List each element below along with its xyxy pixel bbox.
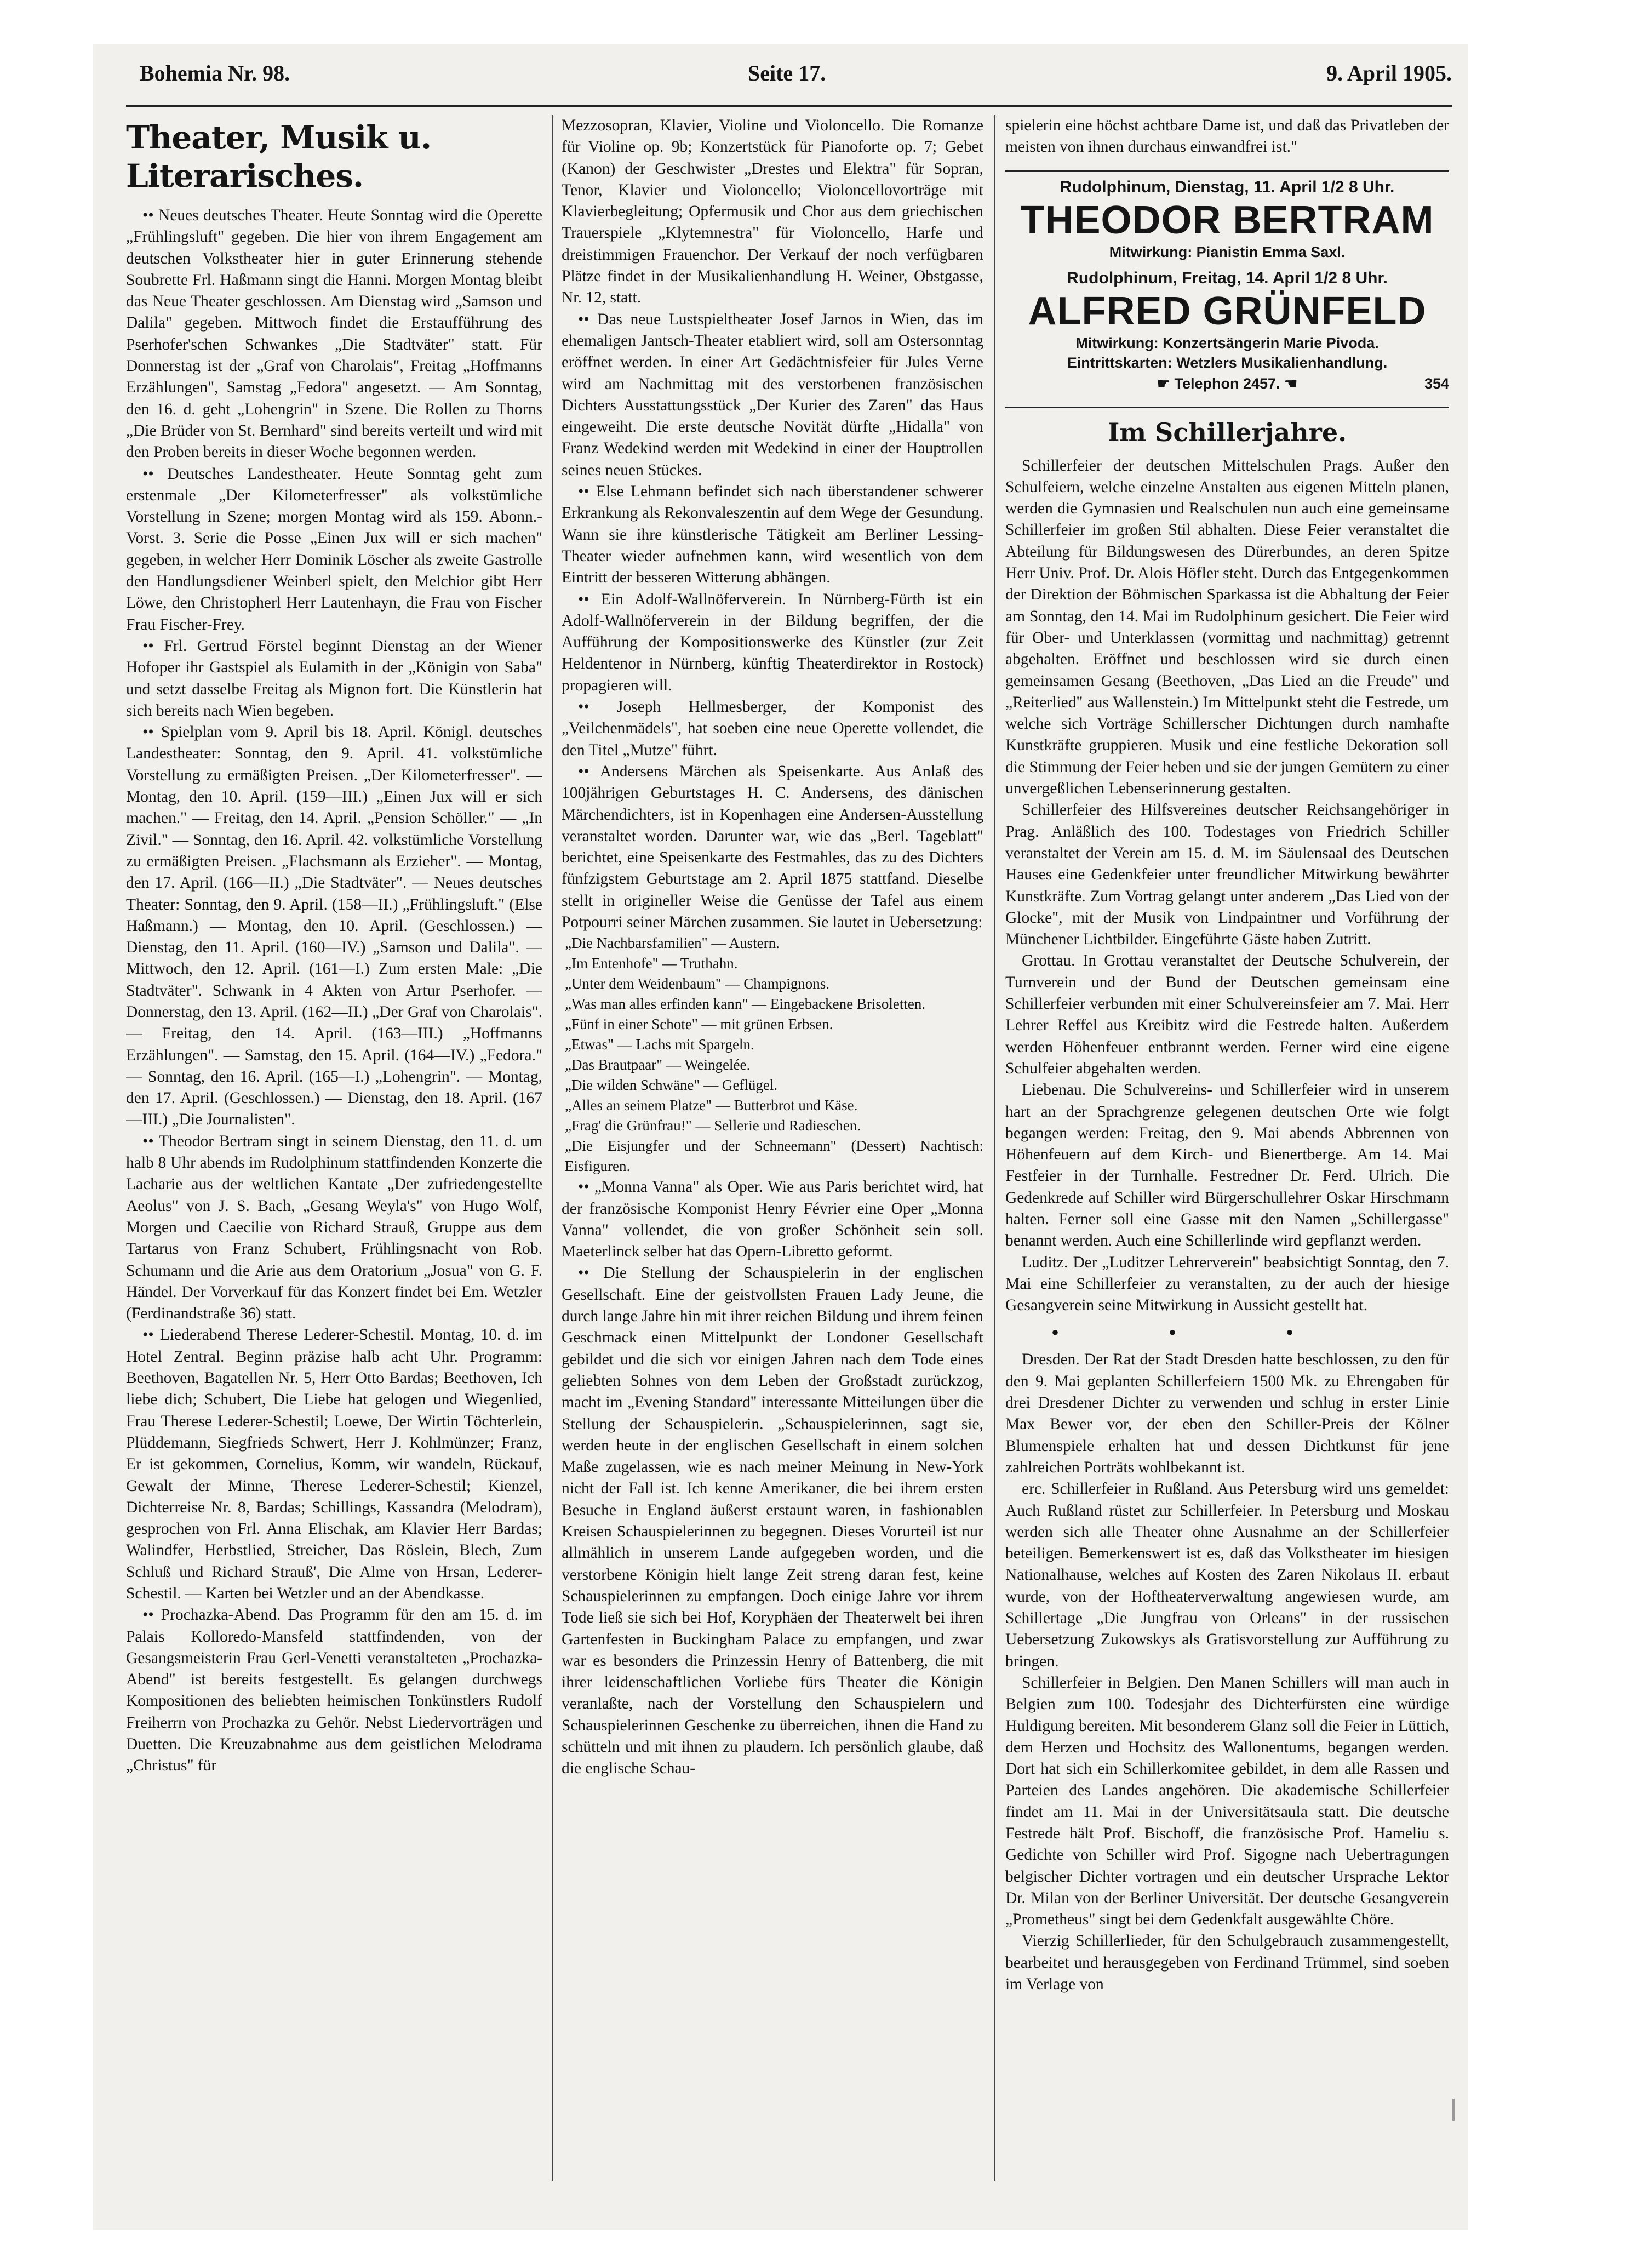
article-neues-deutsches-theater: •• Neues deutsches Theater. Heute Sonntag wird die Operette „Frühlingsluft" gegeben. Die hier von ihrem Engagement am deutschen Volkstheater hier in guter Erinnerung stehende Soubrette Frl. Haßmann singt die Hanni. Morgen Montag bleibt das Neue Theater geschlossen. Am Dienstag wird „Samson und Dalila" gegeben. Mittwoch findet die Erstaufführung des Pserhofer'schen Schwankes „Die Stadtväter" statt. Für Donnerstag ist der „Graf von Charolais", Freitag „Hoffmanns Erzählungen", Samstag „Fedora" angesetzt. — Am Sonntag, den 16. d. geht „Lohengrin" in Szene. Die Rollen zu Thorns „Die Brüder von St. Bernhard" sind bereits verteilt und wird mit den Proben bereits in dieser Woche begonnen werden. [126,207,542,461]
article-grottau: Grottau. In Grottau veranstaltet der Deutsche Schulverein, der Turnverein und der Bund der Deutschen gemeinsam eine Schillerfeier verbunden mit einer Schulvereinsfeier am 7. Mai. Herr Lehrer Reffel aus Kreibitz wird die Festrede halten. Außerdem werden Höhenfeuer entbrannt werden. Ferner wird eine eigene Schulfeier abgehalten werden. [1005,952,1449,1077]
ad-venue-date: Rudolphinum, Freitag, 14. April 1/2 8 Uhr. [1067,268,1388,287]
ad-artist-name: THEODOR BERTRAM [1020,198,1434,242]
article-prochazka: •• Prochazka-Abend. Das Programm für den am 15. d. im Palais Kolloredo-Mansfeld stattfindenden, von der Gesangsmeisterin Frau Gerl-Venetti veranstalteten „Prochazka-Abend" ist bereits festgestellt. Es gelangen durchwegs Kompositionen des beliebten heimischen Tonkünstlers Rudolf Freiherrn von Prochazka zu Gehör. Nebst Liedervorträgen und Duetten. Die Kreuzabnahme aus dem geistlichen Melodrama „Christus" für [126,1606,542,1775]
article-monna-vanna: •• „Monna Vanna" als Oper. Wie aus Paris berichtet wird, hat der französische Komponist Henry Février eine Oper „Monna Vanna" vollendet, die von großer Schönheit sein soll. Maeterlinck selber hat das Opern-Libretto geformt. [562,1178,983,1261]
column-1 [126,115,542,2186]
separator-dots: ••• [1051,1320,1403,1345]
menu-item: „Unter dem Weidenbaum" — Champignons. [565,975,830,992]
column-3 [1005,115,1449,2186]
subsection-title: Im Schillerjahre. [1107,417,1347,447]
article-russland: erc. Schillerfeier in Rußland. Aus Petersburg wird uns gemeldet: Auch Rußland rüstet zur Schillerfeier. In Petersburg und Moskau werden sich alle Theater ohne Ausnahme an der Schillerfeier beteiligen. Bemerkenswert ist es, daß das Volkstheater im hiesigen Nationalhause, welches auf Kosten des Zaren Nikolaus II. erbaut wurde, von der Hoftheaterverwaltung angewiesen wurde, am Schillertage „Die Jungfrau von Orleans" in der russischen Uebersetzung Zukowskys als Gratisvorstellung zur Aufführung zu bringen. [1005,1480,1449,1670]
article-hellmesberger: •• Joseph Hellmesberger, der Komponist des „Veilchenmädels", hat soeben eine neue Operette vollendet, die den Titel „Mutze" führt. [562,698,983,759]
article-dresden: Dresden. Der Rat der Stadt Dresden hatte beschlossen, zu den für den 9. Mai geplanten Schillerfeiern 1500 Mk. zu Ehrengaben für drei Dresdener Dichter zu verwenden und schlug in erster Linie Max Bewer vor, der eben den Schiller-Preis der Kölner Blumenspiele erhalten hat und dessen Dichtkunst für jene zahlreichen Porträts wohlbekannt ist. [1005,1351,1449,1476]
article-wallnoeferverein: •• Ein Adolf-Wallnöferverein. In Nürnberg-Fürth ist ein Adolf-Wallnöferverein in der Bildung begriffen, der die Aufführung der Kompositionswerke des Künstler (zur Zeit Heldentenor in Nürnberg, künftig Theaterdirektor in Rostock) propagieren will. [562,590,983,694]
menu-item: „Fünf in einer Schote" — mit grünen Erbsen. [565,1016,833,1033]
ad-performers: Mitwirkung: Pianistin Emma Saxl. [1109,243,1346,260]
article-continuation: Mezzosopran, Klavier, Violine und Violoncello. Die Romanze für Violine op. 9b; Konzertstück für Pianoforte op. 7; Gebet (Kanon) der Geschwister „Drestes und Elektra" für Sopran, Tenor, Klavier und Violoncello; Violoncellovorträge mit Klavierbegleitung; Opfermusik und Chor aus dem griechischen Trauerspiele „Klytemnestra" für Violoncello, Harfe und dreistimmigen Frauenchor. Der Verkauf der noch verfügbaren Plätze findet in der Musikalienhandlung H. Weiner, Obstgasse, Nr. 12, statt. [562,117,983,307]
binding-mark [1452,2099,1455,2121]
section-title: Theater, Musik u. Literarisches. [126,119,432,195]
page-header [93,60,1468,99]
menu-item: „Das Brautpaar" — Weingelée. [565,1056,751,1073]
menu-list [562,933,983,1176]
article-andersen: •• Andersens Märchen als Speisenkarte. Aus Anlaß des 100jährigen Geburtstages H. C. Andersens, des dänischen Märchendichters, ist in Kopenhagen eine Andersen-Ausstellung veranstaltet worden. Darunter war, wie das „Berl. Tageblatt" berichtet, eine Speisenkarte des Festmahles, das zu des Dichters fünfzigstem Geburtstage am 2. April 1875 stattfand. Dieselbe stellt in origineller Weise die Genüsse der Tafel aus einem Potpourri seiner Märchen zusammen. Sie lautet in Uebersetzung: [562,762,983,931]
menu-item: „Die wilden Schwäne" — Geflügel. [565,1077,778,1094]
ad-venue-date: Rudolphinum, Dienstag, 11. April 1/2 8 Uhr. [1060,178,1395,196]
article-foerstel: •• Frl. Gertrud Förstel beginnt Dienstag an der Wiener Hofoper ihr Gastspiel als Eulamith in der „Königin von Saba" und setzt dasselbe Freitag als Mignon fort. Die Künstlerin hat sich bereits nach Wien begeben. [126,637,542,719]
article-landestheater: •• Deutsches Landestheater. Heute Sonntag geht zum erstenmale „Der Kilometerfresser" als volkstümliche Vorstellung in Szene; morgen Montag wird als 159. Abonn.-Vorst. 3. Serie die Posse „Einen Jux will er sich machen" gegeben, in welcher Herr Dominik Löscher als zweite Gastrolle den Handlungsdiener Weinberl spielt, den Melchior gibt Herr Löwe, den Christopherl Herr Lautenhayn, die Frau von Fischer Frau Fischer-Frey. [126,465,542,633]
header-page-number: Seite 17. [748,61,826,85]
article-continuation: spielerin eine höchst achtbare Dame ist, und daß das Privatleben der meisten von ihnen durchaus einwandfrei ist." [1005,117,1449,156]
hand-pointer-icon: ☚ [1284,375,1298,392]
divider [1005,170,1449,172]
column-2 [562,115,983,2186]
newspaper-page [93,44,1468,2230]
article-bertram: •• Theodor Bertram singt in seinem Dienstag, den 11. d. um halb 8 Uhr abends im Rudolphinum stattfindenden Konzerte die Lacharie aus der weltlichen Kantate „Der zufriedengestellte Aeolus" von J. S. Bach, „Gesang Weyla's" von Hugo Wolf, Morgen und Caecilie von Richard Strauß, Gruppe aus dem Tartarus von Franz Schubert, Frühlingsnacht von Rob. Schumann und die Arie aus dem Oratorium „Josua" von G. F. Händel. Der Vorverkauf für das Konzert findet bei Em. Wetzler (Ferdinandstraße 36) statt. [126,1132,542,1323]
ad-telephone-line [1005,373,1449,395]
hand-pointer-icon: ☛ [1157,375,1170,392]
ad-tickets: Eintrittskarten: Wetzlers Musikalienhandlung. [1067,354,1388,371]
menu-item: „Alles an seinem Platze" — Butterbrot und Käse. [565,1097,858,1114]
menu-item: „Frag' die Grünfrau!" — Sellerie und Radieschen. [565,1117,861,1134]
menu-item: „Was man alles erfinden kann" — Eingebackene Brisoletten. [565,996,926,1013]
article-else-lehmann: •• Else Lehmann befindet sich nach überstandener schwerer Erkrankung als Rekonvaleszentin auf dem Wege der Gesundung. Wann sie ihre künstlerische Tätigkeit am Berliner Lessing-Theater wieder aufnehmen kann, wird wesentlich von dem Eintritt der besseren Witterung abhängen. [562,483,983,587]
article-liebenau: Liebenau. Die Schulvereins- und Schillerfeier wird in unserem hart an der Sprachgrenze gelegenen deutschen Orte wie folgt begangen werden: Freitag, den 9. Mai abends Abbrennen von Höhenfeuern auf dem Kirch- und Bienertberge. Am 14. Mai Festfeier in der Turnhalle. Festredner Dr. Ferd. Ulrich. Die Gedenkrede auf Schiller wird Bürgerschullehrer Oskar Hirschmann halten. Ferner soll eine Gasse mit den Namen „Schillergasse" benannt werden. Auch eine Schillerlinde wird gepflanzt werden. [1005,1081,1449,1250]
article-liederabend: •• Liederabend Therese Lederer-Schestil. Montag, 10. d. im Hotel Zentral. Beginn präzise halb acht Uhr. Programm: Beethoven, Bagatellen Nr. 5, Herr Otto Bardas; Beethoven, Ich liebe dich; Schubert, Die Liebe hat gelogen und Wiegenlied, Frau Therese Lederer-Schestil; Loewe, Der Wirtin Töchterlein, Plüddemann, Siegfrieds Schwert, Herr J. Kohlmünzer; Franz, Er ist gekommen, Cornelius, Komm, wir wandeln, Rückauf, Gewalt der Minne, Therese Lederer-Schestil; Kienzel, Dichterreise Nr. 8, Bardas; Schillings, Kassandra (Melodram), gesprochen von Frl. Anna Elischak, am Klavier Herr Bardas; Walindfer, Herbstlied, Streicher, Das Röslein, Blech, Zum Schluß und Richard Strauß', Die Alme von Hrsan, Lederer-Schestil. — Karten bei Wetzler und an der Abendkasse. [126,1326,542,1602]
ad-performers: Mitwirkung: Konzertsängerin Marie Pivoda. [1075,334,1379,351]
menu-item: „Etwas" — Lachs mit Spargeln. [565,1036,754,1053]
article-schillerfeier-prag: Schillerfeier der deutschen Mittelschulen Prags. Außer den Schulfeiern, welche einzelne Anstalten aus eigenen Mitteln planen, werden die Gymnasien und Realschulen nun auch eine gemeinsame Schillerfeier im großen Stil abhalten. Diese Feier veranstaltet die Abteilung für Bildungswesen des Dürerbundes, an deren Spitze Herr Univ. Prof. Dr. Alois Höfler steht. Durch das Entgegenkommen der Direktion der Böhmischen Sparkassa ist die Abhaltung der Feier am Sonntag, den 14. Mai im Rudolphinum gesichert. Die Feier wird für Ober- und Unterklassen (vormittag und nachmittag) getrennt abgehalten. Eröffnet und beschlossen wird sie durch einen gemeinsamen Gesang (Beethoven, „Das Lied an die Freude" und „Reiterlied" aus Wallenstein.) Im Mittelpunkt steht die Festrede, um welche sich Vorträge Schillerscher Dichtungen durch namhafte Kunstkräfte gruppieren. Musik und eine festliche Dekoration soll die Stimmung der Feier heben und sie der jungen Gemütern zu einer unvergeßlichen Lebenserinnerung gestalten. [1005,456,1449,798]
column-separator [552,115,553,2181]
ad-telephone: Telephon 2457. [1174,375,1280,392]
menu-item: „Die Eisjungfer und der Schneemann" (Dessert) Nachtisch: Eisfiguren. [565,1138,983,1175]
article-spielplan: •• Spielplan vom 9. April bis 18. April. Königl. deutsches Landestheater: Sonntag, den 9. April. 41. volkstümliche Vorstellung zu ermäßigten Preisen. „Der Kilometerfresser". — Montag, den 10. April. (159—III.) „Einen Jux will er sich machen." — Freitag, den 14. April. „Pension Schöller." — „In Zivil." — Sonntag, den 16. April. 42. volkstümliche Vorstellung zu ermäßigten Preisen. „Flachsmann als Erzieher". — Montag, den 17. April. (166—II.) „Die Stadtväter". — Neues deutsches Theater: Sonntag, den 9. April. (158—II.) „Frühlingsluft." (Else Haßmann.) — Montag, den 10. April. (Geschlossen.) — Dienstag, den 11. April. (160—IV.) „Samson und Dalila". — Mittwoch, den 12. April. (161—I.) Zum ersten Male: „Die Stadtväter". Schwank in 4 Akten von Artur Pserhofer. — Donnerstag, den 13. April. (162—II.) „Der Graf von Charolais". — Freitag, den 14. April. (163—III.) „Hoffmanns Erzählungen". — Samstag, den 15. April. (164—IV.) „Fedora." — Sonntag, den 16. April. (165—I.) „Lohengrin". — Montag, den 17. April. (Geschlossen.) — Dienstag, den 18. April. (167—III.) „Die Journalisten". [126,723,542,1129]
divider [1005,407,1449,408]
menu-item: „Im Entenhofe" — Truthahn. [565,955,738,972]
concert-ad [1005,176,1449,395]
article-hilfsverein: Schillerfeier des Hilfsvereines deutscher Reichsangehöriger in Prag. Anläßlich des 100. Todestages von Friedrich Schiller veranstaltet der Verein am 15. d. M. im Säulensaal des Deutschen Hauses eine Gedenkfeier unter freundlicher Mitwirkung bewährter Kunstkräfte. Zum Vortrag gelangt unter anderem „Das Lied von der Glocke", mit der Musik von Lindpaintner und Vorführung der Münchener Lichtbilder. Eingeführte Gäste haben Zutritt. [1005,801,1449,949]
header-rule [126,105,1452,107]
header-date: 9. April 1905. [1326,61,1452,85]
menu-item: „Die Nachbarsfamilien" — Austern. [565,935,780,952]
article-schauspielerin: •• Die Stellung der Schauspielerin in der englischen Gesellschaft. Eine der geistvollsten Frauen Lady Jeune, die durch lange Jahre hin mit ihrer reichen Bildung und ihrem feinen Geschmack einen Mittelpunkt der Londoner Gesellschaft gebildet und die sich vor einigen Jahren nach dem Tode eines geliebten Sohnes von dem Leben der Großstadt zurückzog, macht im „Evening Standard" interessante Mitteilungen über die Stellung der Schauspielerin. „Schauspielerinnen, sagt sie, werden heute in der englischen Gesellschaft in einem solchen Maße zugelassen, wie es nach meiner Meinung in New-York nicht der Fall ist. Ich kenne Amerikaner, die bei ihrem ersten Besuche in England äußerst erstaunt waren, in fashionablen Kreisen Schauspielerinnen zu begegnen. Dieses Vorurteil ist nur allmählich in unserem Lande aufgegeben worden, und die verstorbene Königin hielt lange Zeit streng daran fest, keine Schauspielerinnen zu empfangen. Doch einige Jahre vor ihrem Tode ließ sie sich bei Hof, Koryphäen der Theaterwelt bei ihren Gartenfesten in Buckingham Palace zu empfangen, und zwar war es besonders die Prinzessin Henry of Battenberg, die mit ihrer leidenschaftlichen Vorliebe fürs Theater die Königin veranlaßte, nach der Vorstellung den Schauspielern und Schauspielerinnen Geschenke zu überreichen, ihnen die Hand zu schütteln und mit ihnen zu plaudern. Ich persönlich glaube, daß die englische Schau- [562,1264,983,1778]
ad-number: 354 [1424,375,1449,392]
header-issue: Bohemia Nr. 98. [140,61,290,85]
article-belgien: Schillerfeier in Belgien. Den Manen Schillers will man auch in Belgien zum 100. Todesjahr des Dichterfürsten eine würdige Huldigung bereiten. Mit besonderem Glanz soll die Feier in Lüttich, dem Herzen und Hochsitz des Wallonentums, begangen werden. Dort hat sich ein Schillerkomitee gebildet, in dem alle Rassen und Parteien des Landes angehören. Die akademische Schillerfeier findet am 11. Mai in der Universitätsaula statt. Die deutsche Festrede hält Prof. Bischoff, die französische Prof. Hameliu s. Gedichte von Schiller wird Prof. Sigogne nach Uebertragungen belgischer Dichter vortragen und ein deutscher Ursprache Lektor Dr. Milan von der Berliner Universität. Der deutsche Gesangverein „Prometheus" singt bei dem Gedenkfalt ausgewählte Chöre. [1005,1673,1449,1929]
column-separator [994,115,995,2181]
article-lustspieltheater: •• Das neue Lustspieltheater Josef Jarnos in Wien, das im ehemaligen Jantsch-Theater etabliert wird, soll am Ostersonntag eröffnet werden. In einer Art Gedächtnisfeier für Jules Verne wird am Nachmittag mit des verstorbenen französischen Dichters Ausstattungsstück „Der Kurier des Zaren" das Haus eingeweiht. Die erste deutsche Novität dürfte „Hidalla" von Franz Wedekind werden mit Wedekind in einer der Hauptrollen seines neuen Stückes. [562,310,983,479]
article-luditz: Luditz. Der „Luditzer Lehrerverein" beabsichtigt Sonntag, den 7. Mai eine Schillerfeier zu veranstalten, zu der auch der hiesige Gesangverein seine Mitwirkung in Aussicht gestellt hat. [1005,1253,1449,1315]
article-schillerlieder: Vierzig Schillerlieder, für den Schulgebrauch zusammengestellt, bearbeitet und herausgegeben von Ferdinand Trümmel, sind soeben im Verlage von [1005,1932,1449,1993]
ad-artist-name: ALFRED GRÜNFELD [1028,289,1427,333]
